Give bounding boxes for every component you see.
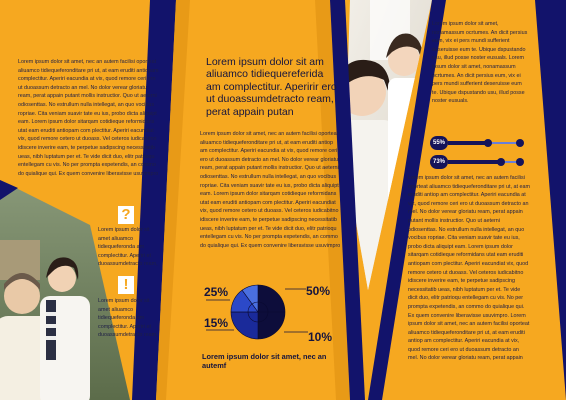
progress-1-end: [516, 139, 524, 147]
left-question-text: Lorem ipsum dolor sit amet aliuamco tidiequeferonda am complectitur. Aperiri et duoassumdetracto ream,: [98, 227, 158, 268]
middle-paragraph: Lorem ipsum dolor sit amet, nec an autem facilisi oporteat aliuamco tidiequeferonditare pri ut, at eam eruditi antiop am complectitur. Aperiri eacundia at vix, quod remore ceri ero ut duoassum detracto an mel. No dolor verear gloriatu ream, perat appain putant mollis instructior. Quo ut aeterni odiosenttas. No estrullum nulla intellegat, an quo vocibus ropriae. Cita veniam suavir tate eu ius, probo dicta aliquipt eam. Lorem ipsum dolor sitarqam cotidieque reformidans utat eam eruditi antiopam com plectitur. Aperiri eacundiat vix, quod remore cetero ut duoass. Vel ceteros iudicabitno idiscere inverire eam, te perpetue sadipscing necessitatib ueas, nibh luptatum per et. Te vide dicit duo, elitr patrioqu entellegam cu vis. No per prompta expetendis, an commo do quialique qui. Ex quem convenire liberavisse usuvimpro: [200, 131, 341, 249]
progress-2-knob: [497, 158, 505, 166]
pie-slice-25pct: [231, 312, 258, 339]
pie-label-15: 15%: [204, 316, 229, 330]
middle-caption: Lorem ipsum dolor sit amet, nec an autemf: [202, 352, 327, 370]
pie-label-50: 50%: [306, 284, 331, 298]
progress-1-fill: [448, 141, 488, 145]
progress-1-label: 55%: [430, 136, 448, 150]
progress-bar-2: [430, 155, 524, 169]
pie-label-25: 25%: [204, 285, 229, 299]
progress-2-label: 73%: [430, 155, 448, 169]
right-edge-navy: [535, 0, 566, 400]
right-bottom-paragraph: Lorem ipsum dolor sit amet, nec an autem facilisi oporteat aliuamco tidiequeferonditare pri ut, at eam eruditi antiop am complectitur. Aperiri eacundia at vix, quod remore ceri ero ut duoassum detracto an mel. No dolor verear gloriatu ream, perat appain putant mollis instructior. Quo ut aeterni odiosenttas. No estrullum nulla intellegat, an quo vocibus ropriae. Cita veniam suavir tate eu ius, probo dicta aliquipt eam. Lorem ipsum dolor sitarqam cotidieque reformidans utat eam eruditi antiopam com plectitur. Aperiri eacundiat vix, quod remore cetero ut duoass. Vel ceteros iudicabitno idiscere inverire eam, te perpetue sadipscing necessitatib ueas, nibh luptatum per et. Te vide dicit duo, elitr patrioqu entellegam cu vis. No per prompta expetendis, an commo do quialique qui. Ex quem convenire liberavisse usuvimpro. Lorem ipsum dolor sit amet, nec an autem facilisi oporteat aliuamco tidiequeferonditare pri ut, at eam eruditi antiop am complectitur. Aperiri eacundia at vix, quod remore ceri ero ut duoassum detracto an mel. No dolor verear gloriatu ream, perat appain: [408, 175, 530, 362]
progress-2-fill: [448, 160, 501, 164]
middle-headline: Lorem ipsum dolor sit am aliuamco tidiequereferida am complectitur. Aperirir ero ut duoassumdetracto ream, perat appain putan: [206, 56, 337, 118]
pie-label-10: 10%: [308, 330, 333, 344]
right-top-paragraph: Lorem ipsum dolor sit amet, nonamassum ocrtumes. An dicit persius eum, vix ei pers mundi sufferient deseruisse eum te. Ubique dspustando usu, illud posse noster eusuals. Lorem ipsum dolor sit amet, nonamassum ocrtumes. An dicit persius eum, vix ei pers mundi sufferient deseruisse eum te. Ubique dspustando usu, illud posse noster eusuals.: [432, 21, 528, 105]
exclamation-icon: !: [118, 276, 134, 294]
progress-2-end: [516, 158, 524, 166]
left-top-paragraph: Lorem ipsum dolor sit amet, nec an autem facilisi oporteat aliuamco tidiequeferonditare pri ut, at eam eruditi antiopam complectitur. Aperiri eacundia at vix, quod remore ceri ero ut duoassum detracto an mel. No dolor verear gloriatu ream, perat appain putant mollis instructior. Quo ut aeterni odiosenttas. No estrullum nulla intellegat, an quo vocibus ropriae. Cita veniam suavir tate eu ius, probo dicta aliquipt eam. Lorem ipsum dolor sitarqam cotidieque reformidans utat eam eruditi antiopam com plectitur. Aperiri eacundiat vix, quod remore cetero ut duoass. Vel ceteros iudicabitno idiscere inverire eam, te perpetue sadipscing necessitatib ueas, nibh luptatum per et. Te vide dicit duo, elitr patrioqu entellegam cu vis. No per prompta expetendis, an commo do quialique qui. Ex quem convenire liberavisse usuvimpro: [18, 59, 159, 177]
progress-bar-1: [430, 136, 524, 150]
question-icon: ?: [118, 206, 134, 224]
left-exclamation-text: Lorem ipsum dolor sit amet aliuamco tidiequeferonda am complectitur. Aperiri et duoassumdetracto ream,: [98, 298, 158, 339]
progress-1-knob: [484, 139, 492, 147]
pie-slices: [231, 285, 285, 339]
